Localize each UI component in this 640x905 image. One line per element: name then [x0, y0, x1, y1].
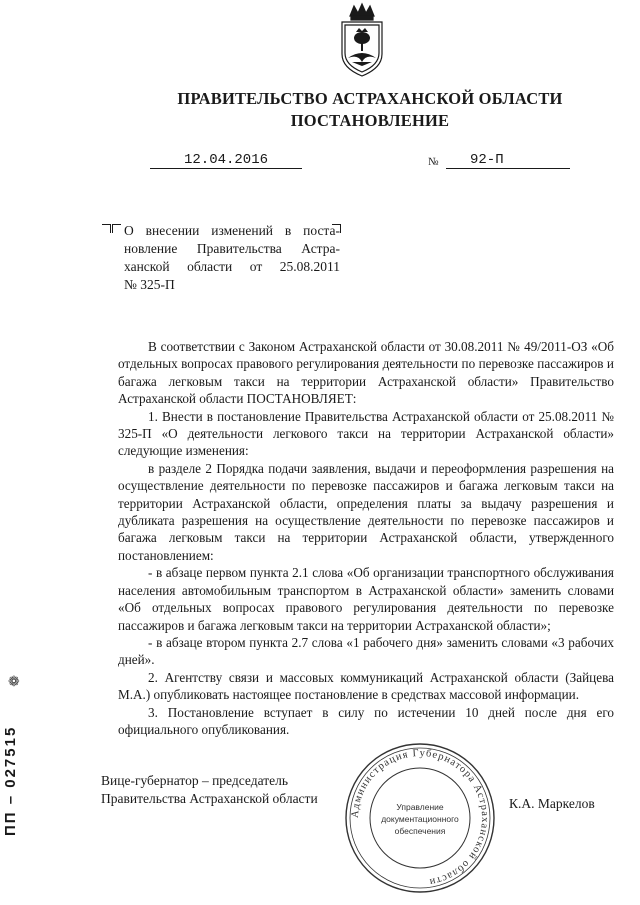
- subject-line: № 325-П: [124, 277, 175, 292]
- document-date: 12.04.2016: [150, 152, 302, 169]
- serial-code: ПП – 027515: [2, 725, 19, 836]
- signatory-position: [101, 772, 318, 808]
- subject-line: новление Правительства Астра-: [124, 241, 340, 256]
- signatory-position-line: Вице-губернатор – председатель: [101, 773, 288, 788]
- official-stamp: [340, 738, 500, 898]
- body-paragraph: 3. Постановление вступает в силу по истечении 10 дней после дня его официального опубликования.: [118, 704, 614, 737]
- body-paragraph: В соответствии с Законом Астраханской области от 30.08.2011 № 49/2011-ОЗ «Об отдельных вопросах правового регулирования деятельности по перевозке пассажиров и багажа легковым такси на территории Астраханской области» Правительство Астраханской области ПОСТАНОВЛЯЕТ:: [118, 339, 614, 407]
- document-type: ПОСТАНОВЛЕНИЕ: [290, 111, 450, 130]
- subject-line: ханской области от 25.08.2011: [124, 259, 340, 274]
- stamp-center-text: обеспечения: [394, 826, 446, 836]
- body-paragraph: 1. Внести в постановление Правительства Астраханской области от 25.08.2011 № 325-П «О деятельности легкового такси на территории Астраханской области» следующие изменения:: [118, 408, 614, 459]
- stamp-center-text: документационного: [381, 814, 459, 824]
- body-paragraph: 2. Агентству связи и массовых коммуникаций Астраханской области (Зайцева М.А.) опубликовать настоящее постановление в средствах массовой информации.: [118, 669, 614, 703]
- stamp-center-text: Управление: [396, 802, 444, 812]
- body-paragraph: в разделе 2 Порядка подачи заявления, выдачи и переоформления разрешения на осуществление деятельности по перевозке пассажиров и багажа легковым такси на территории Астраханской области, определения платы за выдачу разрешения и дубликата разрешения на осуществление деятельности по перевозке пассажиров и багажа легковым такси на территории Астраханской области, утвержденного постановлением:: [118, 460, 614, 563]
- document-subject: [124, 222, 340, 294]
- stamp-ring-text: Администрация Губернатора Астраханской области: [349, 747, 491, 888]
- signatory-position-line: Правительства Астраханской области: [101, 791, 318, 806]
- document-header: [0, 88, 640, 132]
- body-paragraph: - в абзаце втором пункта 2.7 слова «1 рабочего дня» заменить словами «3 рабочих дней».: [118, 634, 614, 668]
- signatory-name: К.А. Маркелов: [509, 796, 595, 811]
- document-body: [118, 338, 614, 738]
- subject-corner-mark: [102, 224, 111, 233]
- subject-corner-mark: [112, 224, 121, 233]
- organization-title: ПРАВИТЕЛЬСТВО АСТРАХАНСКОЙ ОБЛАСТИ: [177, 89, 563, 108]
- coat-of-arms-icon: [336, 2, 388, 80]
- number-sign: №: [428, 156, 439, 168]
- subject-line: О внесении изменений в поста-: [124, 223, 340, 238]
- ornament-icon: ❁: [8, 675, 20, 690]
- body-paragraph: - в абзаце первом пункта 2.1 слова «Об организации транспортного обслуживания населения автомобильным транспортом в Астраханской области» заменить словами «Об отдельных вопросах правового регулирования деятельности по перевозке пассажиров и багажа легковым такси на территории Астраханской области»;: [118, 565, 614, 633]
- document-number: 92-П: [446, 152, 570, 169]
